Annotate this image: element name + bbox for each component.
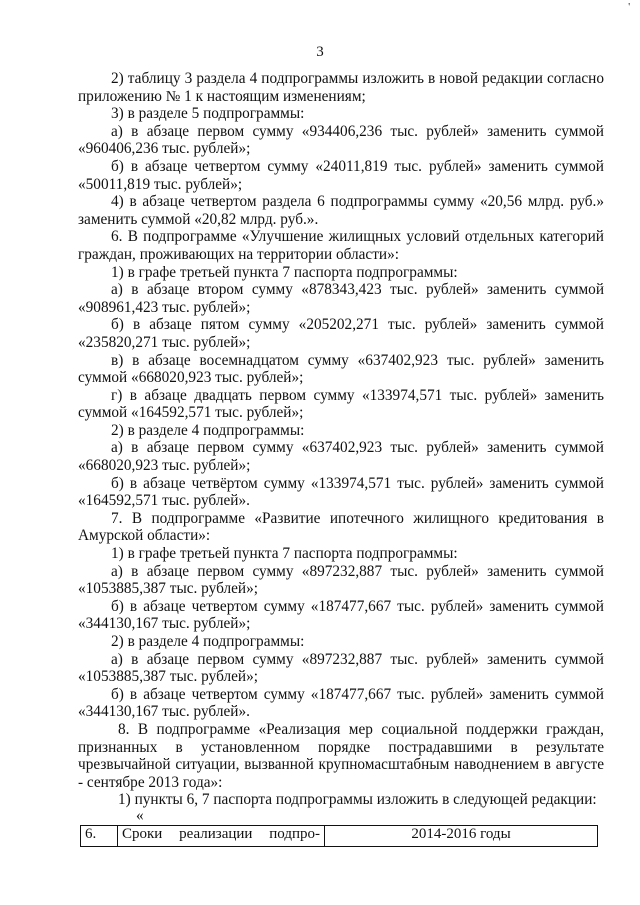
paragraph: а) в абзаце первом сумму «897232,887 тыс. рублей» заменить суммой «1053885,387 тыс. рублей»;: [78, 650, 604, 686]
paragraph: 7. В подпрограмме «Развитие ипотечного жилищного кредитования в Амурской области»:: [78, 509, 604, 545]
row-label-word: реализации: [179, 826, 253, 842]
table-row: [81, 826, 598, 847]
row-value: 2014-2016 годы: [325, 826, 598, 847]
paragraph: 2) таблицу 3 раздела 4 подпрограммы изложить в новой редакции согласно приложению № 1 к настоящим изменениям;: [78, 70, 604, 105]
row-number: 6.: [81, 826, 118, 847]
paragraph: 1) пункты 6, 7 паспорта подпрограммы изложить в следующей редакции:: [118, 791, 597, 809]
paragraph: б) в абзаце четвертом сумму «24011,819 тыс. рублей» заменить суммой «50011,819 тыс. рублей»;: [78, 157, 604, 193]
passport-table-fragment: [80, 825, 598, 847]
scan-mark: ': [628, 2, 630, 13]
paragraph: в) в абзаце восемнадцатом сумму «637402,923 тыс. рублей» заменить суммой «668020,923 тыс. рублей»;: [78, 351, 604, 387]
paragraph: 3) в разделе 5 подпрограммы:: [111, 105, 305, 123]
paragraph: а) в абзаце втором сумму «878343,423 тыс. рублей» заменить суммой «908961,423 тыс. рублей»;: [78, 281, 604, 316]
quote-open-mark: «: [136, 806, 144, 824]
document-body: [78, 70, 604, 823]
page-number: 3: [316, 44, 324, 60]
paragraph: 4) в абзаце четвертом раздела 6 подпрограммы сумму «20,56 млрд. руб.» заменить суммой «20,82 млрд. руб.».: [78, 193, 604, 228]
paragraph: б) в абзаце четвертом сумму «187477,667 тыс. рублей» заменить суммой «344130,167 тыс. рублей».: [78, 685, 604, 721]
row-label-word: подпро-: [269, 826, 320, 842]
paragraph: а) в абзаце первом сумму «934406,236 тыс. рублей» заменить суммой «960406,236 тыс. рублей»;: [78, 122, 604, 158]
paragraph: 2) в разделе 4 подпрограммы:: [111, 421, 305, 439]
paragraph: а) в абзаце первом сумму «897232,887 тыс. рублей» заменить суммой «1053885,387 тыс. рублей»;: [78, 562, 604, 598]
row-label-word: Сроки: [122, 826, 163, 842]
paragraph: 1) в графе третьей пункта 7 паспорта подпрограммы:: [111, 263, 458, 281]
paragraph: б) в абзаце пятом сумму «205202,271 тыс. рублей» заменить суммой «235820,271 тыс. рублей»;: [78, 316, 604, 351]
row-label: [118, 826, 325, 847]
paragraph: а) в абзаце первом сумму «637402,923 тыс. рублей» заменить суммой «668020,923 тыс. рублей»;: [78, 439, 604, 475]
paragraph: б) в абзаце четвёртом сумму «133974,571 тыс. рублей» заменить суммой «164592,571 тыс. рублей».: [78, 474, 604, 510]
paragraph: 8. В подпрограмме «Реализация мер социальной поддержки граждан, признанных в установленном порядке пострадавшими в результате чрезвычайной ситуации, вызванной крупномасштабным наводнением в августе - сентябре 2013 года»:: [78, 720, 604, 791]
paragraph: 1) в графе третьей пункта 7 паспорта подпрограммы:: [111, 545, 458, 563]
paragraph: 6. В подпрограмме «Улучшение жилищных условий отдельных категорий граждан, проживающих на территории области»:: [78, 228, 604, 263]
paragraph: г) в абзаце двадцать первом сумму «133974,571 тыс. рублей» заменить суммой «164592,571 тыс. рублей»;: [78, 386, 604, 422]
paragraph: 2) в разделе 4 подпрограммы:: [111, 633, 305, 650]
paragraph: б) в абзаце четвертом сумму «187477,667 тыс. рублей» заменить суммой «344130,167 тыс. рублей»;: [78, 597, 604, 633]
